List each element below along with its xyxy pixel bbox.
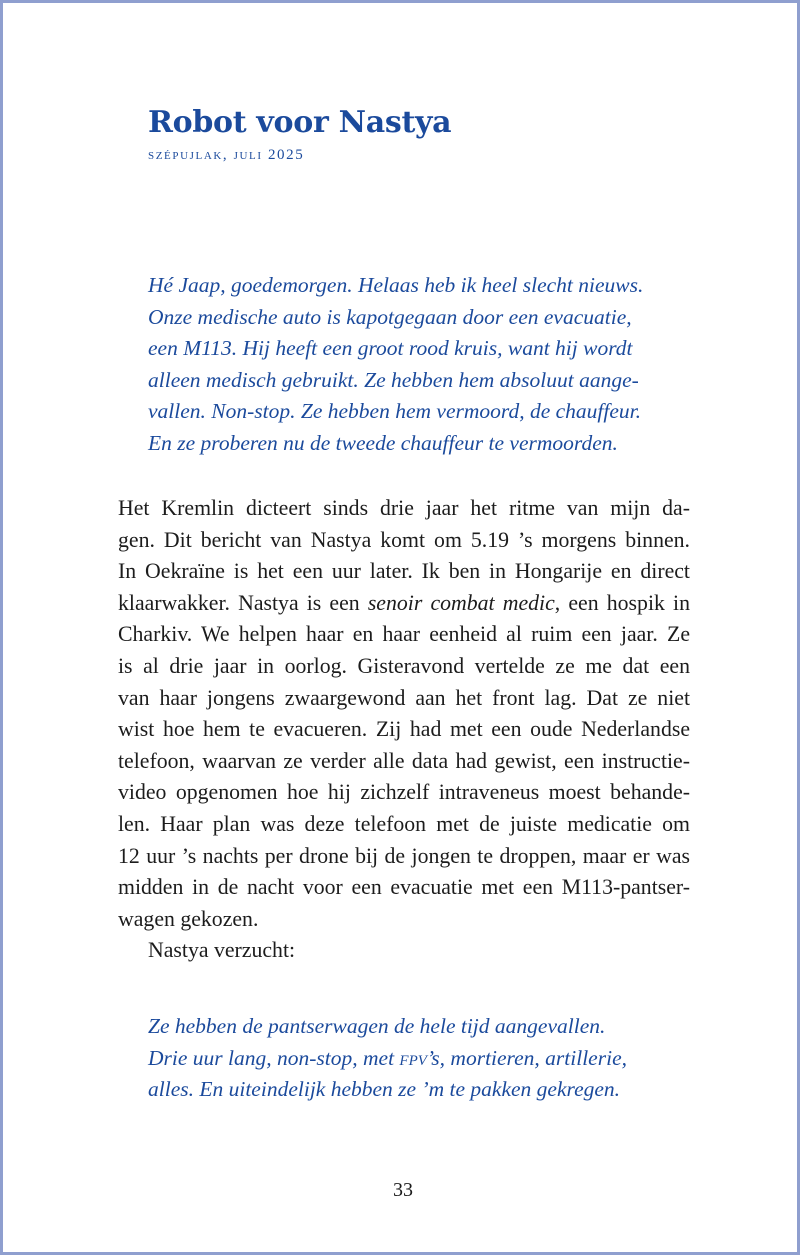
body-line: Het Kremlin dicteert sinds drie jaar het ritme van mijn da- — [118, 496, 690, 520]
body-line: 12 uur ’s nachts per drone bij de jongen te droppen, maar er was — [118, 843, 690, 868]
intro-line: Nastya verzucht: — [148, 938, 296, 963]
quote-line: een M113. Hij heeft een groot rood kruis, want hij wordt — [148, 336, 633, 361]
body-line: is al drie jaar in oorlog. Gisteravond vertelde ze me dat een — [118, 653, 690, 678]
quote-line-text: ’s, mortieren, artillerie, — [426, 1045, 627, 1070]
quote-line-text: Drie uur lang, non-stop, met — [148, 1045, 400, 1070]
quote-line-with-abbreviation — [148, 1043, 627, 1075]
abbreviation-text: fpv — [399, 1045, 427, 1070]
page-number: 33 — [393, 1179, 413, 1201]
quote-line: alleen medisch gebruikt. Ze hebben hem absoluut aange- — [148, 367, 639, 392]
quote-line: Onze medische auto is kapotgegaan door een evacuatie, — [148, 304, 632, 329]
body-line: wist hoe hem te evacueren. Zij had met een oude Nederlandse — [118, 717, 690, 742]
body-line: len. Haar plan was deze telefoon met de juiste medicatie om — [118, 811, 690, 836]
body-paragraph — [118, 493, 690, 967]
body-line: wagen gekozen. — [118, 906, 259, 931]
body-line: Charkiv. We helpen haar en haar eenheid al ruim een jaar. Ze — [118, 622, 690, 647]
body-line: midden in de nacht voor een evacuatie met een M113-pantser- — [118, 875, 690, 900]
quote-line: En ze proberen nu de tweede chauffeur te vermoorden. — [148, 430, 618, 455]
body-line: video opgenomen hoe hij zichzelf intraveneus moest behande- — [118, 780, 690, 805]
body-line: In Oekraïne is het een uur later. Ik ben in Hongarije en direct — [118, 559, 690, 584]
quote-line: alles. En uiteindelijk hebben ze ’m te pakken gekregen. — [148, 1077, 621, 1102]
body-line: gen. Dit bericht van Nastya komt om 5.19 ’s morgens binnen. — [118, 527, 690, 552]
body-line: van haar jongens zwaargewond aan het front lag. Dat ze niet — [118, 685, 690, 710]
quote-line: Hé Jaap, goedemorgen. Helaas heb ik heel slecht nieuws. — [148, 273, 644, 297]
body-line: telefoon, waarvan ze verder alle data had gewist, een instructie- — [118, 748, 690, 773]
opening-quote — [148, 270, 643, 460]
quote-line: Ze hebben de pantserwagen de hele tijd aangevallen. — [148, 1014, 606, 1038]
body-line-text: , een hospik in — [554, 590, 690, 615]
emphasis-text: senoir combat medic — [367, 590, 555, 615]
chapter-subtitle: szépujlak, juli 2025 — [148, 147, 305, 163]
quote-line: vallen. Non-stop. Ze hebben hem vermoord, de chauffeur. — [148, 399, 642, 424]
chapter-title: Robot voor Nastya — [148, 105, 452, 140]
body-line-text: klaarwakker. Nastya is een — [118, 590, 368, 615]
closing-quote — [148, 1011, 627, 1106]
body-line-with-emphasis — [118, 588, 690, 620]
